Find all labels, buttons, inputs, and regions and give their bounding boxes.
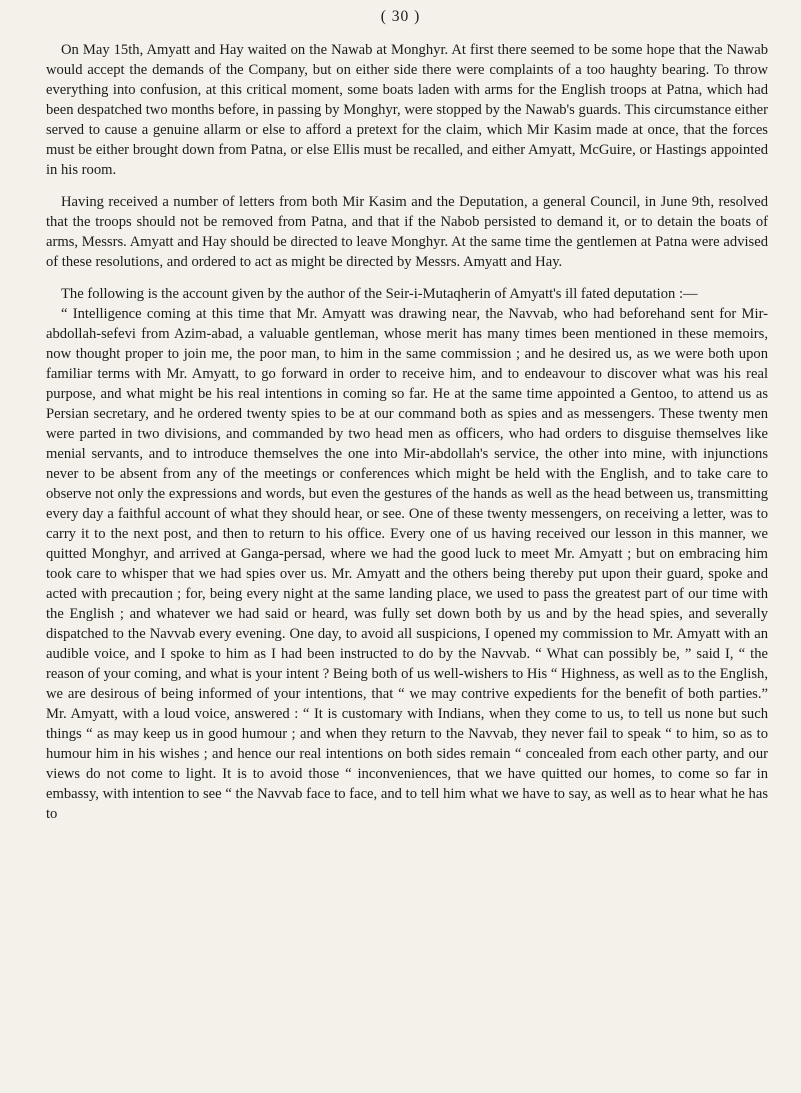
page-number: ( 30 ) xyxy=(380,8,421,25)
body-text xyxy=(46,40,768,824)
paragraph-council-resolution: Having received a number of letters from both Mir Kasim and the Deputation, a general Council, in June 9th, resolved that the troops should not be removed from Patna, and that if the Nabob persisted to demand it, or to detain the boats of arms, Messrs. Amyatt and Hay should be directed to leave Monghyr. At the same time the gentlemen at Patna were advised of these resolutions, and ordered to act as might be directed by Messrs. Amyatt and Hay. xyxy=(46,194,768,270)
paragraph-monghyr-meeting: On May 15th, Amyatt and Hay waited on the Nawab at Monghyr. At first there seemed to be some hope that the Nawab would accept the demands of the Company, but on either side there were complaints of a too haughty bearing. To throw everything into confusion, at this critical moment, some boats laden with arms for the English troops at Patna, which had been despatched two months before, in passing by Monghyr, were stopped by the Nawab's guards. This circumstance either served to cause a genuine allarm or else to afford a pretext for the claim, which Mir Kasim made at once, that the forces must be either brought down from Patna, or else Ellis must be recalled, and either Amyatt, McGuire, or Hastings appointed in his room. xyxy=(46,42,768,178)
paragraph-account-intro: The following is the account given by the author of the Seir-i-Mutaqherin of Amyatt's ill fated deputation :— xyxy=(61,286,698,302)
paragraph-quoted-account: “ Intelligence coming at this time that Mr. Amyatt was drawing near, the Navvab, who had beforehand sent for Mir-abdollah-sefevi from Azim-abad, a valuable gentleman, whose merit has many times been mentioned in these memoirs, now thought proper to join me, the poor man, to him in the same commission ; and he desired us, as we were both upon familiar terms with Mr. Amyatt, to go forward in order to receive him, and to endeavour to discover what was his real purpose, and what might be his real intentions in coming so far. He at the same time appointed a Gentoo, to attend us as Persian secretary, and he ordered twenty spies to be at our command both as spies and as messengers. These twenty men were parted in two divisions, and commanded by two head men as officers, who had orders to disguise themselves like menial servants, and to introduce themselves the one into Mir-abdollah's service, the other into mine, with injunctions never to be absent from any of the meetings or conferences which might be held with the English, and to take care to observe not only the expressions and words, but even the gestures of the hands as well as the head between us, transmitting every day a faithful account of what they should hear, or see. One of these twenty messengers, on receiving a letter, was to carry it to the next post, and then to return to his office. Every one of us having received our lesson in this manner, we quitted Monghyr, and arrived at Ganga-persad, where we had the good luck to meet Mr. Amyatt ; but on embracing him took care to whisper that we had spies over us. Mr. Amyatt and the others being thereby put upon their guard, spoke and acted with precaution ; for, being every night at the same landing place, we used to pass the greatest part of our time with the English ; and whatever we had said or heard, was fully set down both by us and by the head spies, and severally dispatched to the Navvab every evening. One day, to avoid all suspicions, I opened my commission to Mr. Amyatt with an audible voice, and I spoke to him as I had been instructed to do by the Navvab. “ What can possibly be, ” said I, “ the reason of your coming, and what is your intent ? Being both of us well-wishers to His “ Highness, as well as to the English, we are desirous of being informed of your intentions, that “ we may contrive expedients for the benefit of both parties.” Mr. Amyatt, with a loud voice, answered : “ It is customary with Indians, when they come to us, to tell us none but such things “ as may keep us in good humour ; and when they return to the Navvab, they never fail to speak “ to him, so as to humour him in his wishes ; and hence our real intentions on both sides remain “ concealed from each other party, and our views do not come to light. It is to avoid those “ inconveniences, that we have quitted our homes, to come so far in embassy, with intention to see “ the Navvab face to face, and to tell him what we have to say, as well as to hear what he has to xyxy=(46,306,768,822)
